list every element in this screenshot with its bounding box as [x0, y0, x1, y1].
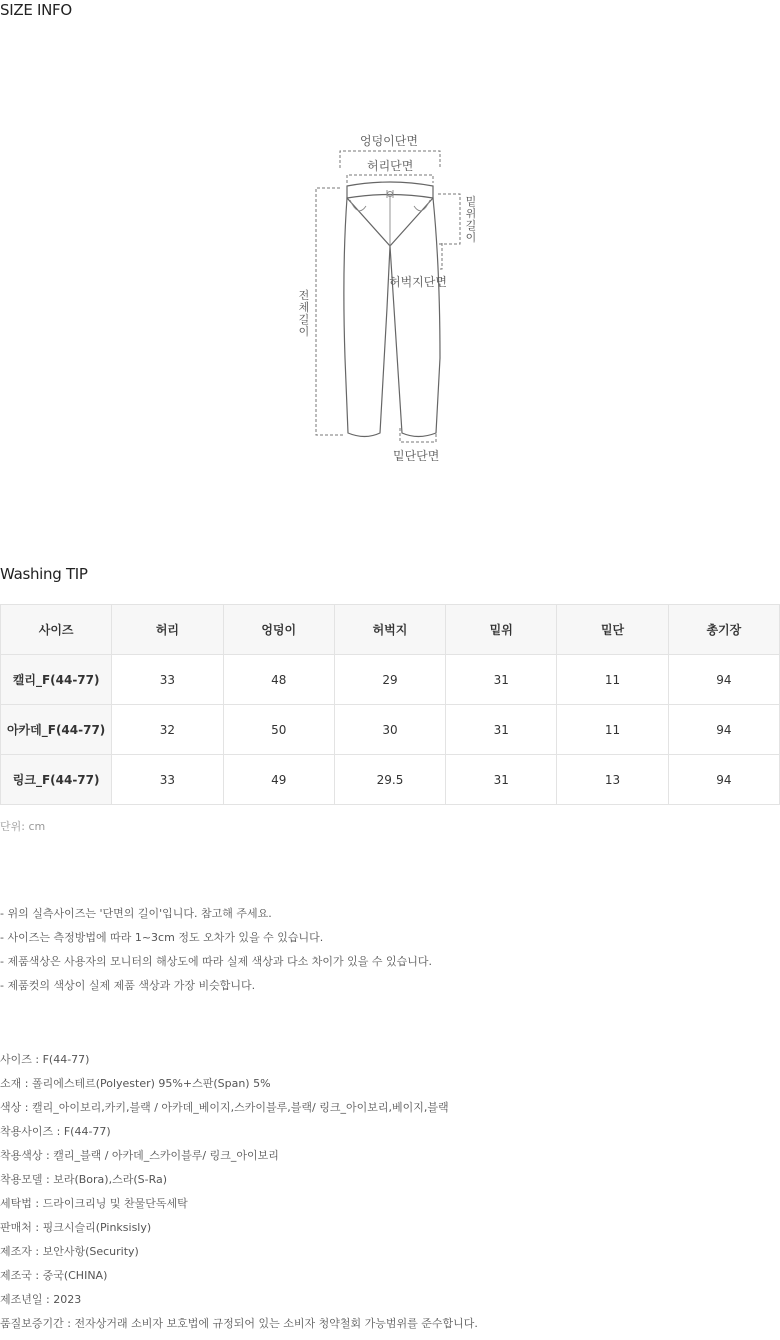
label-thigh: 허벅지단면: [389, 275, 447, 289]
table-cell: 50: [223, 705, 334, 755]
pants-size-diagram: [290, 128, 490, 468]
table-cell: 29: [334, 655, 445, 705]
header-total-length: 총기장: [668, 605, 779, 655]
label-waist: 허리단면: [367, 159, 414, 173]
table-cell: 49: [223, 755, 334, 805]
table-cell: 48: [223, 655, 334, 705]
table-cell: 31: [446, 755, 557, 805]
note-line: - 제품컷의 색상이 실제 제품 색상과 가장 비슷합니다.: [0, 979, 256, 992]
unit-note: 단위: cm: [0, 820, 46, 833]
header-hip: 엉덩이: [223, 605, 334, 655]
spec-line: 세탁법 : 드라이크리닝 및 찬물단독세탁: [0, 1197, 188, 1210]
spec-line: 착용사이즈 : F(44-77): [0, 1125, 111, 1138]
table-cell: 32: [112, 705, 223, 755]
note-line: - 사이즈는 측정방법에 따라 1~3cm 정도 오차가 있을 수 있습니다.: [0, 931, 324, 944]
table-cell: 13: [557, 755, 668, 805]
product-specs: [0, 1052, 478, 1340]
table-cell: 94: [668, 755, 779, 805]
row-size-label: 아카데_F(44-77): [1, 705, 112, 755]
table-cell: 29.5: [334, 755, 445, 805]
spec-line: 소재 : 폴리에스테르(Polyester) 95%+스판(Span) 5%: [0, 1077, 271, 1090]
spec-line: 착용색상 : 캘리_블랙 / 아카데_스카이블루/ 링크_아이보리: [0, 1149, 279, 1162]
pants-illustration: [290, 128, 490, 468]
header-thigh: 허벅지: [334, 605, 445, 655]
table-cell: 11: [557, 655, 668, 705]
table-header-row: [1, 605, 780, 655]
label-hip: 엉덩이단면: [360, 134, 418, 148]
label-hem: 밑단단면: [393, 449, 440, 463]
header-hem: 밑단: [557, 605, 668, 655]
spec-line: 제조자 : 보안사항(Security): [0, 1245, 139, 1258]
table-cell: 31: [446, 655, 557, 705]
spec-line: 품질보증기간 : 전자상거래 소비자 보호법에 규정되어 있는 소비자 청약철회 가능범위를 준수합니다.: [0, 1317, 478, 1330]
table-row: [1, 755, 780, 805]
spec-line: 색상 : 캘리_아이보리,카키,블랙 / 아카데_베이지,스카이블루,블랙/ 링크_아이보리,베이지,블랙: [0, 1101, 449, 1114]
note-line: - 위의 실측사이즈는 '단면의 길이'입니다. 참고해 주세요.: [0, 907, 272, 920]
label-rise: 밑위길이: [465, 195, 477, 244]
table-cell: 11: [557, 705, 668, 755]
label-total: 전체길이: [298, 289, 310, 338]
header-rise: 밑위: [446, 605, 557, 655]
washing-tip-title: Washing TIP: [0, 565, 88, 583]
header-size: 사이즈: [1, 605, 112, 655]
table-row: [1, 705, 780, 755]
table-cell: 94: [668, 705, 779, 755]
table-cell: 31: [446, 705, 557, 755]
note-line: - 제품색상은 사용자의 모니터의 해상도에 따라 실제 색상과 다소 차이가 있을 수 있습니다.: [0, 955, 432, 968]
size-table: [0, 604, 780, 805]
table-cell: 33: [112, 655, 223, 705]
size-info-title: SIZE INFO: [0, 1, 72, 19]
spec-line: 사이즈 : F(44-77): [0, 1053, 90, 1066]
spec-line: 착용모델 : 보라(Bora),스라(S-Ra): [0, 1173, 168, 1186]
header-waist: 허리: [112, 605, 223, 655]
table-cell: 94: [668, 655, 779, 705]
spec-line: 판매처 : 핑크시슬리(Pinksisly): [0, 1221, 152, 1234]
spec-line: 제조년일 : 2023: [0, 1293, 82, 1306]
size-notes: [0, 906, 432, 1002]
table-cell: 30: [334, 705, 445, 755]
table-cell: 33: [112, 755, 223, 805]
row-size-label: 캘리_F(44-77): [1, 655, 112, 705]
row-size-label: 링크_F(44-77): [1, 755, 112, 805]
spec-line: 제조국 : 중국(CHINA): [0, 1269, 108, 1282]
table-row: [1, 655, 780, 705]
